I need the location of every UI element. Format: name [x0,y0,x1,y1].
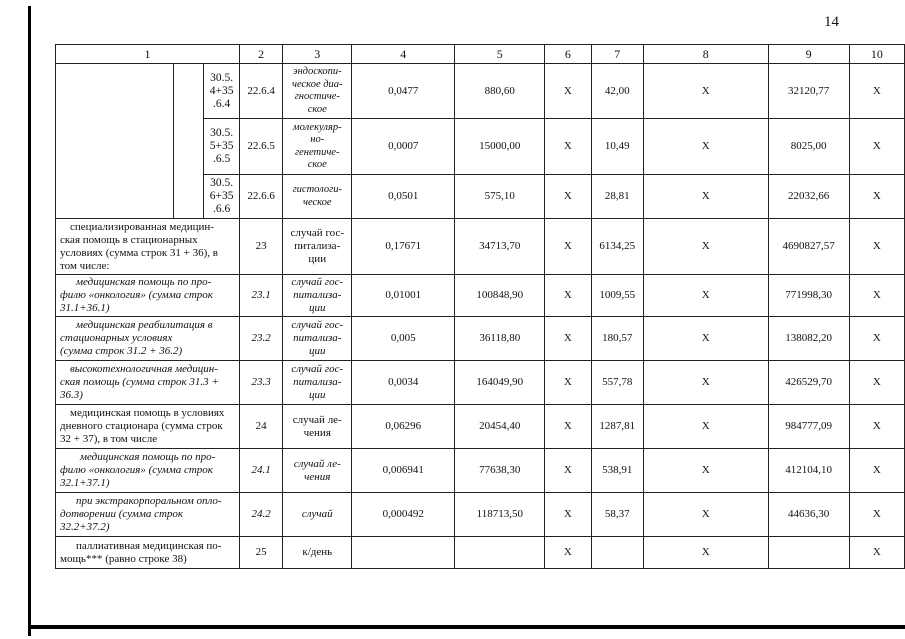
cell-col8: X [643,449,768,493]
cell-col7: 1009,55 [591,275,643,317]
cell-col5: 575,10 [455,175,545,219]
row-label: медицинская помощь в условиях дневного стационара (сумма строк 32 + 37), в том числе [56,405,240,449]
row-code: 23.2 [239,317,282,361]
row-unit: случай гос- питализа- ции [283,317,352,361]
cell-col4: 0,01001 [352,275,455,317]
cell-col9: 8025,00 [768,119,849,175]
row-unit: случай гос- питализа- ции [283,219,352,275]
cell-col8: X [643,64,768,119]
cell-col9: 426529,70 [768,361,849,405]
cell-col4: 0,06296 [352,405,455,449]
row-unit: гистологи- ческое [283,175,352,219]
cell-col4: 0,0034 [352,361,455,405]
cell-col8: X [643,219,768,275]
cell-col5 [455,537,545,569]
header-row [56,45,905,64]
cell-col4 [352,537,455,569]
cell-col6: X [545,64,591,119]
cell-col7: 58,37 [591,493,643,537]
row-unit: случай ле- чения [283,449,352,493]
bottom-rule [28,625,905,629]
cell-col5: 20454,40 [455,405,545,449]
cell-col9: 32120,77 [768,64,849,119]
row-unit: к/день [283,537,352,569]
header-cell: 4 [352,45,455,64]
subrow-ref: 30.5. 6+35 .6.6 [204,175,240,219]
table-row [56,219,905,275]
cell-col9: 771998,30 [768,275,849,317]
cell-col5: 880,60 [455,64,545,119]
cell-col10: X [849,361,904,405]
cell-col9: 138082,20 [768,317,849,361]
header-cell: 8 [643,45,768,64]
row-label: паллиативная медицинская по- мощь*** (равно строке 38) [56,537,240,569]
cell-col4: 0,000492 [352,493,455,537]
table-row [56,537,905,569]
cell-col6: X [545,493,591,537]
row-unit: случай ле- чения [283,405,352,449]
cell-col10: X [849,175,904,219]
row-code: 23.3 [239,361,282,405]
row-code: 22.6.5 [239,119,282,175]
row-code: 23.1 [239,275,282,317]
row-label: медицинская реабилитация в стационарных условиях (сумма строк 31.2 + 36.2) [56,317,240,361]
cell-col7: 538,91 [591,449,643,493]
table-row [56,405,905,449]
page-number: 14 [824,14,839,30]
cell-col8: X [643,361,768,405]
table-row [56,361,905,405]
subrow-ref: 30.5. 4+35 .6.4 [204,64,240,119]
table-row [56,317,905,361]
cell-col8: X [643,119,768,175]
table-row [56,449,905,493]
cell-col4: 0,0007 [352,119,455,175]
cell-col8: X [643,405,768,449]
cell-col5: 100848,90 [455,275,545,317]
cell-col10: X [849,64,904,119]
row-code: 24 [239,405,282,449]
header-cell: 7 [591,45,643,64]
header-cell: 9 [768,45,849,64]
cell-col8: X [643,175,768,219]
cell-col10: X [849,405,904,449]
row-unit: эндоскопи- ческое диа- гностиче- ское [283,64,352,119]
empty-cell [174,64,204,219]
row-label: специализированная медицин- ская помощь в стационарных условиях (сумма строк 31 + 36), в том числе: [56,219,240,275]
table-row [56,275,905,317]
left-margin-rule [28,6,31,636]
cell-col8: X [643,537,768,569]
cell-col6: X [545,405,591,449]
cell-col10: X [849,275,904,317]
row-code: 24.1 [239,449,282,493]
row-code: 25 [239,537,282,569]
cell-col6: X [545,175,591,219]
cell-col9: 4690827,57 [768,219,849,275]
row-code: 22.6.6 [239,175,282,219]
cell-col10: X [849,449,904,493]
table-row [56,64,905,119]
cell-col6: X [545,275,591,317]
cell-col6: X [545,317,591,361]
cell-col8: X [643,493,768,537]
cell-col4: 0,0501 [352,175,455,219]
cell-col5: 118713,50 [455,493,545,537]
header-cell: 3 [283,45,352,64]
cell-col10: X [849,219,904,275]
cell-col10: X [849,119,904,175]
cell-col10: X [849,493,904,537]
cell-col5: 15000,00 [455,119,545,175]
cell-col5: 164049,90 [455,361,545,405]
cell-col8: X [643,275,768,317]
cell-col7: 1287,81 [591,405,643,449]
cell-col7: 6134,25 [591,219,643,275]
header-cell: 10 [849,45,904,64]
row-label: при экстракорпоральном опло- дотворении (сумма строк 32.2+37.2) [56,493,240,537]
cell-col5: 34713,70 [455,219,545,275]
cell-col4: 0,005 [352,317,455,361]
cell-col9: 22032,66 [768,175,849,219]
header-cell: 6 [545,45,591,64]
cell-col6: X [545,119,591,175]
cell-col9 [768,537,849,569]
cell-col6: X [545,449,591,493]
cell-col6: X [545,537,591,569]
cell-col7: 180,57 [591,317,643,361]
cell-col9: 412104,10 [768,449,849,493]
cell-col7: 28,81 [591,175,643,219]
row-code: 24.2 [239,493,282,537]
cell-col7 [591,537,643,569]
cell-col4: 0,17671 [352,219,455,275]
cell-col4: 0,006941 [352,449,455,493]
table-row [56,493,905,537]
empty-cell [56,64,174,219]
cell-col8: X [643,317,768,361]
subrow-ref: 30.5. 5+35 .6.5 [204,119,240,175]
row-unit: случай гос- питализа- ции [283,275,352,317]
row-unit: молекуляр- но- генетиче- ское [283,119,352,175]
cell-col10: X [849,537,904,569]
cell-col7: 10,49 [591,119,643,175]
row-label: медицинская помощь по про- филю «онкология» (сумма строк 32.1+37.1) [56,449,240,493]
row-label: высокотехнологичная медицин- ская помощь (сумма строк 31.3 + 36.3) [56,361,240,405]
cell-col6: X [545,361,591,405]
cell-col9: 44636,30 [768,493,849,537]
cell-col5: 77638,30 [455,449,545,493]
row-label: медицинская помощь по про- филю «онкология» (сумма строк 31.1+36.1) [56,275,240,317]
cell-col10: X [849,317,904,361]
cell-col5: 36118,80 [455,317,545,361]
row-unit: случай [283,493,352,537]
cell-col4: 0,0477 [352,64,455,119]
cell-col7: 557,78 [591,361,643,405]
header-cell: 5 [455,45,545,64]
row-unit: случай гос- питализа- ции [283,361,352,405]
cell-col9: 984777,09 [768,405,849,449]
statistics-table [55,44,905,569]
row-code: 23 [239,219,282,275]
header-cell: 1 [56,45,240,64]
row-code: 22.6.4 [239,64,282,119]
header-cell: 2 [239,45,282,64]
cell-col7: 42,00 [591,64,643,119]
cell-col6: X [545,219,591,275]
